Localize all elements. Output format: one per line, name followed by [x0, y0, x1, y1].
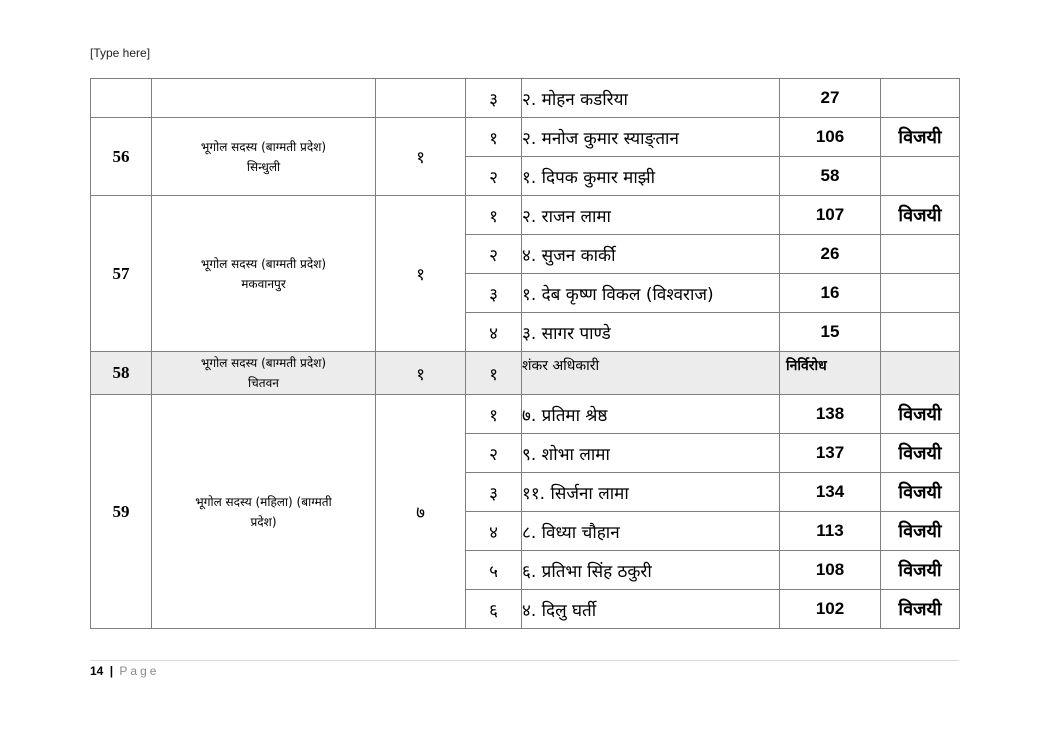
rank-cell: २ [466, 434, 522, 473]
result-cell [881, 79, 960, 118]
seats-cell [376, 79, 466, 118]
result-cell [881, 352, 960, 395]
post-title: भूगोल सदस्य (बाग्मती प्रदेश) [200, 356, 327, 370]
seats-cell: १ [376, 118, 466, 196]
candidate-name-cell: शंकर अधिकारी [522, 352, 780, 395]
rank-cell: १ [466, 395, 522, 434]
serial-number-cell: 59 [91, 395, 152, 629]
candidate-name-cell: २. मोहन कडरिया [522, 79, 780, 118]
votes-cell: 134 [780, 473, 881, 512]
candidate-name-cell: ४. सुजन कार्की [522, 235, 780, 274]
candidate-name-cell: ६. प्रतिभा सिंह ठकुरी [522, 551, 780, 590]
candidate-name-cell: ४. दिलु घर्ती [522, 590, 780, 629]
candidate-name-cell: ११. सिर्जना लामा [522, 473, 780, 512]
page-footer [90, 664, 159, 678]
table-row [91, 79, 960, 118]
candidate-name-cell: २. मनोज कुमार स्याङ्तान [522, 118, 780, 157]
post-cell [152, 118, 376, 196]
serial-number-cell: 56 [91, 118, 152, 196]
result-cell: विजयी [881, 512, 960, 551]
post-district: चितवन [248, 376, 279, 390]
result-cell: विजयी [881, 590, 960, 629]
serial-number-cell: 57 [91, 196, 152, 352]
rank-cell: ४ [466, 313, 522, 352]
table-row [91, 395, 960, 434]
candidate-name-cell: ३. सागर पाण्डे [522, 313, 780, 352]
votes-cell: 137 [780, 434, 881, 473]
post-cell [152, 395, 376, 629]
rank-cell: २ [466, 235, 522, 274]
votes-cell: 107 [780, 196, 881, 235]
post-cell [152, 79, 376, 118]
seats-cell: ७ [376, 395, 466, 629]
post-title: भूगोल सदस्य (बाग्मती प्रदेश) [200, 139, 327, 154]
votes-cell: 102 [780, 590, 881, 629]
serial-number-cell: 58 [91, 352, 152, 395]
rank-cell: ३ [466, 473, 522, 512]
table-row [91, 118, 960, 157]
rank-cell: १ [466, 118, 522, 157]
votes-cell: 16 [780, 274, 881, 313]
page-label: Page [119, 664, 160, 678]
votes-cell: निर्विरोध [780, 352, 881, 395]
candidate-name-cell: ९. शोभा लामा [522, 434, 780, 473]
election-results-table [90, 78, 960, 629]
candidate-name-cell: १. दिपक कुमार माझी [522, 157, 780, 196]
candidate-name-cell: १. देब कृष्ण विकल (विश्वराज) [522, 274, 780, 313]
candidate-name-cell: २. राजन लामा [522, 196, 780, 235]
votes-cell: 108 [780, 551, 881, 590]
rank-cell: १ [466, 352, 522, 395]
votes-cell: 113 [780, 512, 881, 551]
result-cell: विजयी [881, 196, 960, 235]
rank-cell: २ [466, 157, 522, 196]
votes-cell: 15 [780, 313, 881, 352]
result-cell: विजयी [881, 473, 960, 512]
post-title: भूगोल सदस्य (महिला) (बाग्मती [195, 494, 332, 509]
result-cell [881, 157, 960, 196]
candidate-name-cell: ७. प्रतिमा श्रेष्ठ [522, 395, 780, 434]
candidate-name-cell: ८. विध्या चौहान [522, 512, 780, 551]
page-number: 14 [90, 664, 104, 678]
seats-cell: १ [376, 352, 466, 395]
page-header: [Type here] [90, 46, 151, 60]
rank-cell: १ [466, 196, 522, 235]
result-cell: विजयी [881, 118, 960, 157]
result-cell [881, 274, 960, 313]
rank-cell: ६ [466, 590, 522, 629]
rank-cell: ४ [466, 512, 522, 551]
rank-cell: ३ [466, 274, 522, 313]
votes-cell: 138 [780, 395, 881, 434]
footer-separator: | [109, 664, 114, 678]
post-district: सिन्धुली [246, 159, 281, 174]
footer-divider [90, 660, 959, 661]
votes-cell: 106 [780, 118, 881, 157]
rank-cell: ५ [466, 551, 522, 590]
table-row [91, 352, 960, 395]
post-district: मकवानपुर [241, 276, 286, 291]
post-title: भूगोल सदस्य (बाग्मती प्रदेश) [200, 256, 327, 271]
votes-cell: 27 [780, 79, 881, 118]
result-cell [881, 235, 960, 274]
result-cell: विजयी [881, 434, 960, 473]
result-cell: विजयी [881, 395, 960, 434]
votes-cell: 58 [780, 157, 881, 196]
seats-cell: १ [376, 196, 466, 352]
post-cell [152, 352, 376, 395]
serial-number-cell [91, 79, 152, 118]
result-cell: विजयी [881, 551, 960, 590]
post-district: प्रदेश) [250, 514, 277, 529]
rank-cell: ३ [466, 79, 522, 118]
post-cell [152, 196, 376, 352]
table-row [91, 196, 960, 235]
result-cell [881, 313, 960, 352]
votes-cell: 26 [780, 235, 881, 274]
